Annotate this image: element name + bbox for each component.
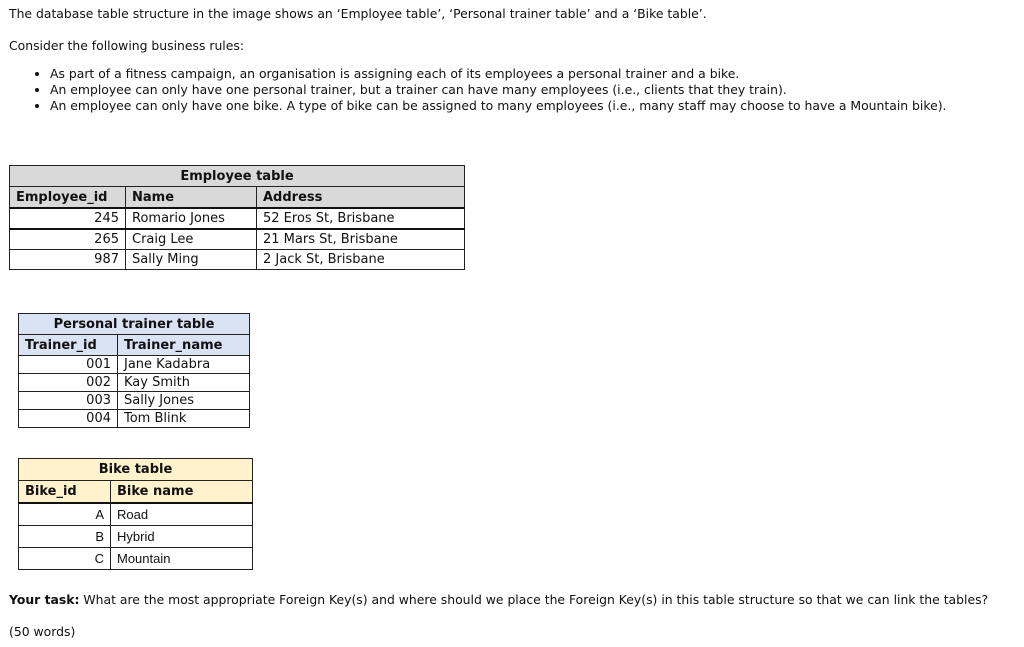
table-title: Employee table <box>10 166 465 187</box>
column-header: Trainer_name <box>118 335 250 356</box>
table-row <box>19 392 250 410</box>
column-header: Employee_id <box>10 187 126 209</box>
consider-text: Consider the following business rules: <box>9 38 245 53</box>
cell: 003 <box>19 392 118 410</box>
cell: Road <box>111 503 253 526</box>
cell: 004 <box>19 410 118 428</box>
cell: 21 Mars St, Brisbane <box>257 229 465 250</box>
table-row <box>19 503 253 526</box>
cell: Tom Blink <box>118 410 250 428</box>
table-row <box>19 356 250 374</box>
cell: Sally Ming <box>126 250 257 270</box>
bike-table <box>18 458 253 570</box>
employee-table <box>9 165 465 270</box>
cell: Craig Lee <box>126 229 257 250</box>
cell: 2 Jack St, Brisbane <box>257 250 465 270</box>
cell: Sally Jones <box>118 392 250 410</box>
column-header: Address <box>257 187 465 209</box>
cell: 265 <box>10 229 126 250</box>
table-row <box>10 229 465 250</box>
column-header: Trainer_id <box>19 335 118 356</box>
table-row <box>19 526 253 548</box>
cell: 001 <box>19 356 118 374</box>
table-row <box>10 250 465 270</box>
cell: A <box>19 503 111 526</box>
rule-item: • An employee can only have one personal trainer, but a trainer can have many employees (i.e., clients that they train). <box>50 82 947 98</box>
task-text <box>9 592 988 607</box>
table-title: Bike table <box>19 459 253 481</box>
rule-item: • An employee can only have one bike. A type of bike can be assigned to many employees (i.e., many staff may choose to have a Mountain bike). <box>50 98 947 114</box>
cell: Hybrid <box>111 526 253 548</box>
cell: 987 <box>10 250 126 270</box>
cell: Jane Kadabra <box>118 356 250 374</box>
business-rules-list <box>30 66 947 114</box>
cell: C <box>19 548 111 570</box>
task-question: What are the most appropriate Foreign Key(s) and where should we place the Foreign Key(s) in this table structure so that we can link the tables? <box>79 592 989 607</box>
intro-text: The database table structure in the image shows an ‘Employee table’, ‘Personal trainer table’ and a ‘Bike table’. <box>9 6 707 21</box>
task-label: Your task: <box>9 592 80 607</box>
column-header: Name <box>126 187 257 209</box>
cell: 002 <box>19 374 118 392</box>
cell: Mountain <box>111 548 253 570</box>
word-limit: (50 words) <box>9 624 76 639</box>
cell: Romario Jones <box>126 208 257 229</box>
table-row <box>19 374 250 392</box>
column-header: Bike_id <box>19 481 111 504</box>
cell: Kay Smith <box>118 374 250 392</box>
cell: 52 Eros St, Brisbane <box>257 208 465 229</box>
column-header: Bike name <box>111 481 253 504</box>
table-row <box>10 208 465 229</box>
table-row <box>19 410 250 428</box>
personal-trainer-table <box>18 313 250 428</box>
rule-item: • As part of a fitness campaign, an organisation is assigning each of its employees a personal trainer and a bike. <box>50 66 947 82</box>
cell: B <box>19 526 111 548</box>
table-row <box>19 548 253 570</box>
cell: 245 <box>10 208 126 229</box>
table-title: Personal trainer table <box>19 314 250 335</box>
